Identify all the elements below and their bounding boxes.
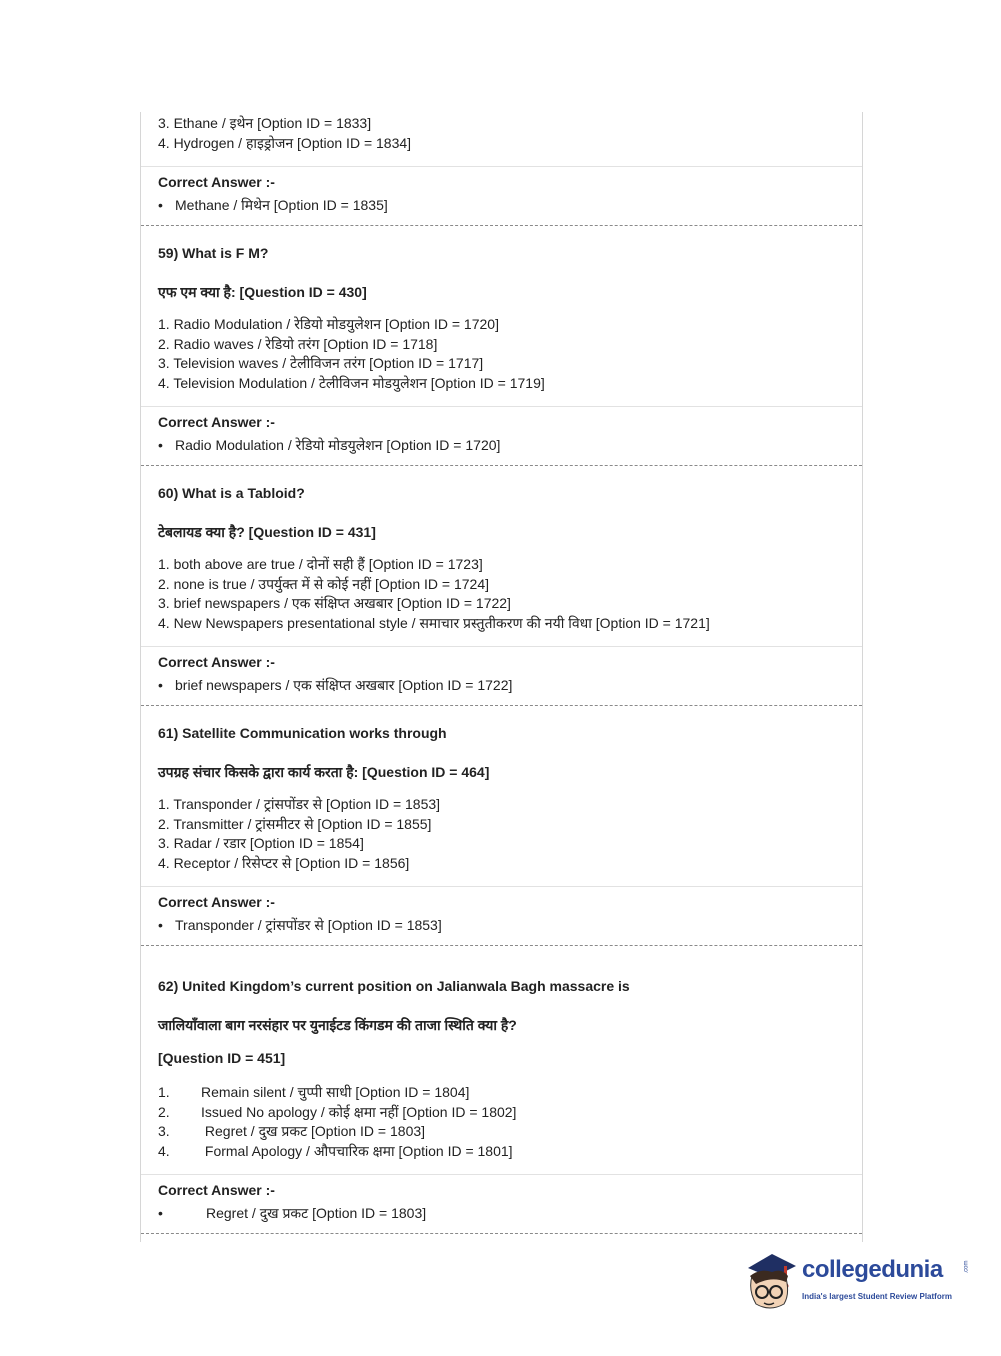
correct-answer: Regret / दुख प्रकट [Option ID = 1803] — [206, 1205, 427, 1221]
option — [158, 1122, 516, 1142]
option-text: Issued No apology / कोई क्षमा नहीं [Option ID = 1802] — [201, 1103, 517, 1120]
option: 3. Television waves / टेलीविजन तरंग [Option ID = 1717] — [158, 355, 484, 372]
question-title: 62) United Kingdom’s current position on Jalianwala Bagh massacre is — [158, 978, 630, 994]
option: 3. Radar / रडार [Option ID = 1854] — [158, 835, 364, 852]
option: 4. Receptor / रिसेप्टर से [Option ID = 1856] — [158, 854, 410, 871]
correct-answer: Radio Modulation / रेडियो मोडयुलेशन [Option ID = 1720] — [175, 437, 501, 453]
divider — [141, 1174, 862, 1175]
option-number: 1. — [158, 1084, 170, 1100]
bullet: • — [158, 1205, 163, 1221]
question-paper-page — [140, 112, 863, 1242]
correct-answer-title: Correct Answer :- — [158, 414, 275, 430]
question-title: 59) What is F M? — [158, 245, 269, 261]
option-number: 4. — [158, 1142, 170, 1159]
correct-answer: Methane / मिथेन [Option ID = 1835] — [175, 197, 388, 213]
question-separator — [141, 1233, 862, 1234]
option: 2. Radio waves / रेडियो तरंग [Option ID = 1718] — [158, 335, 438, 352]
option: 3. brief newspapers / एक संक्षिप्त अखबार [Option ID = 1722] — [158, 595, 511, 612]
option: 4. Television Modulation / टेलीविजन मोडयुलेशन [Option ID = 1719] — [158, 374, 545, 391]
option: 2. Transmitter / ट्रांसमीटर से [Option ID = 1855] — [158, 815, 432, 832]
bullet: • — [158, 437, 163, 453]
bullet: • — [158, 917, 163, 933]
correct-answer-title: Correct Answer :- — [158, 174, 275, 190]
option: 4. New Newspapers presentational style / समाचार प्रस्तुतीकरण की नयी विधा [Option ID = 1721] — [158, 614, 710, 631]
option — [158, 1142, 516, 1162]
bullet: • — [158, 197, 163, 213]
bullet: • — [158, 677, 163, 693]
option-text: Remain silent / चुप्पी साधी [Option ID = 1804] — [201, 1084, 470, 1100]
option-list — [158, 1083, 516, 1161]
correct-answer-block — [158, 654, 512, 695]
correct-answer-title: Correct Answer :- — [158, 894, 275, 910]
correct-answer: brief newspapers / एक संक्षिप्त अखबार [Option ID = 1722] — [175, 677, 513, 693]
option: 1. Transponder / ट्रांसपोंडर से [Option ID = 1853] — [158, 796, 441, 812]
option: 1. both above are true / दोनों सही हैं [Option ID = 1723] — [158, 556, 483, 572]
option-text: Formal Apology / औपचारिक क्षमा [Option ID = 1801] — [201, 1142, 513, 1159]
question-separator — [141, 945, 862, 946]
option-list — [158, 795, 440, 873]
correct-answer: Transponder / ट्रांसपोंडर से [Option ID = 1853] — [175, 917, 442, 933]
option-list — [158, 555, 710, 633]
question-title: 61) Satellite Communication works through — [158, 725, 447, 741]
question-title: 60) What is a Tabloid? — [158, 485, 305, 501]
divider — [141, 646, 862, 647]
question-hindi: एफ एम क्या है: [Question ID = 430] — [158, 284, 367, 300]
question-separator — [141, 705, 862, 706]
correct-answer-title: Correct Answer :- — [158, 1182, 275, 1198]
divider — [141, 886, 862, 887]
question-hindi: जालियाँवाला बाग नरसंहार पर युनाईटड किंगडम की ताजा स्थिति क्या है? — [158, 1017, 517, 1033]
option — [158, 1103, 516, 1123]
logo-name: collegedunia — [802, 1256, 943, 1283]
option: 1. Radio Modulation / रेडियो मोडयुलेशन [Option ID = 1720] — [158, 316, 499, 332]
option-list — [158, 315, 545, 393]
logo-tagline: India's largest Student Review Platform — [802, 1292, 952, 1301]
mascot-icon — [742, 1250, 800, 1312]
correct-answer-block — [158, 414, 500, 455]
correct-answer-block — [158, 174, 388, 215]
option-text: Regret / दुख प्रकट [Option ID = 1803] — [201, 1123, 426, 1140]
option-number: 2. — [158, 1103, 170, 1120]
question-hindi: उपग्रह संचार किसके द्वारा कार्य करता है: [Question ID = 464] — [158, 764, 490, 780]
collegedunia-logo — [742, 1250, 972, 1312]
divider — [141, 166, 862, 167]
option: 2. none is true / उपर्युक्त में से कोई नहीं [Option ID = 1724] — [158, 575, 490, 592]
divider — [141, 406, 862, 407]
option: 4. Hydrogen / हाइड्रोजन [Option ID = 1834] — [158, 134, 412, 151]
correct-answer-title: Correct Answer :- — [158, 654, 275, 670]
question-separator — [141, 465, 862, 466]
option: 3. Ethane / इथेन [Option ID = 1833] — [158, 115, 372, 131]
question-separator — [141, 225, 862, 226]
correct-answer-block — [158, 894, 442, 935]
question-hindi: टेबलायड क्या है? [Question ID = 431] — [158, 524, 376, 540]
question-id: [Question ID = 451] — [158, 1050, 286, 1066]
option-number: 3. — [158, 1123, 170, 1140]
option — [158, 1083, 516, 1103]
correct-answer-block — [158, 1182, 426, 1223]
option-list — [158, 114, 411, 153]
logo-suffix: .com — [963, 1260, 970, 1274]
